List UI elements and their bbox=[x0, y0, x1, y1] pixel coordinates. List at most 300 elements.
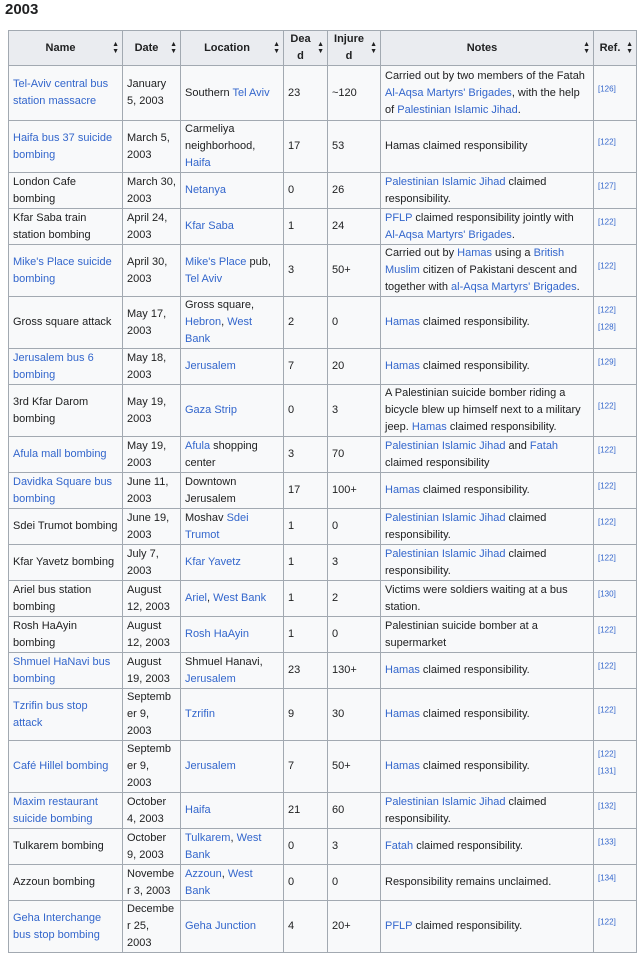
cell-location bbox=[181, 617, 284, 653]
cell-location bbox=[181, 473, 284, 509]
cell-name bbox=[9, 209, 123, 245]
cell-text: claimed responsibility. bbox=[419, 708, 530, 720]
reference-link[interactable]: [122] bbox=[598, 445, 616, 455]
wiki-link[interactable]: Hamas bbox=[411, 421, 447, 433]
wiki-link[interactable]: Tzrifin bbox=[185, 708, 215, 720]
cell-injured: 3 bbox=[328, 385, 381, 437]
cell-name bbox=[9, 66, 123, 121]
cell-notes bbox=[381, 509, 594, 545]
reference-link[interactable]: [122] bbox=[598, 917, 616, 927]
cell-location bbox=[181, 297, 284, 349]
wiki-link[interactable]: Fatah bbox=[529, 439, 559, 452]
cell-text: Carmeliya neighborhood, bbox=[185, 123, 256, 152]
cell-ref bbox=[594, 793, 637, 829]
wiki-link[interactable]: Palestinian Islamic Jihad bbox=[385, 175, 506, 188]
cell-notes bbox=[381, 473, 594, 509]
wiki-link[interactable]: Palestinian Islamic Jihad bbox=[397, 103, 518, 116]
reference-link[interactable]: [122] bbox=[598, 705, 616, 715]
cell-ref bbox=[594, 741, 637, 793]
cell-date: October 4, 2003 bbox=[123, 793, 181, 829]
wiki-link[interactable]: Palestinian Islamic Jihad bbox=[385, 439, 506, 452]
cell-ref bbox=[594, 121, 637, 173]
cell-date: May 17, 2003 bbox=[123, 297, 181, 349]
cell-dead: 9 bbox=[284, 689, 328, 741]
wiki-link[interactable]: Palestinian Islamic Jihad bbox=[385, 795, 506, 808]
cell-text: Rosh HaAyin bombing bbox=[13, 619, 77, 649]
wiki-link[interactable]: Hamas bbox=[385, 664, 420, 676]
cell-ref bbox=[594, 245, 637, 297]
cell-dead: 7 bbox=[284, 349, 328, 385]
cell-notes bbox=[381, 829, 594, 865]
cell-text: claimed responsibility. bbox=[385, 547, 547, 577]
cell-ref bbox=[594, 473, 637, 509]
cell-name bbox=[9, 653, 123, 689]
wiki-link[interactable]: Azzoun bbox=[185, 867, 222, 880]
cell-text: , bbox=[221, 867, 228, 880]
cell-text: London Cafe bombing bbox=[13, 175, 76, 205]
cell-location bbox=[181, 209, 284, 245]
cell-injured: 20+ bbox=[328, 901, 381, 953]
cell-location bbox=[181, 793, 284, 829]
reference-link[interactable]: [129] bbox=[598, 357, 616, 367]
cell-dead: 17 bbox=[284, 121, 328, 173]
cell-dead: 0 bbox=[284, 173, 328, 209]
table-row bbox=[9, 121, 637, 173]
cell-ref bbox=[594, 173, 637, 209]
reference-link[interactable]: [122] bbox=[598, 517, 616, 527]
cell-dead: 0 bbox=[284, 385, 328, 437]
reference-link[interactable]: [122] bbox=[598, 217, 616, 227]
cell-date: March 5, 2003 bbox=[123, 121, 181, 173]
column-header-injured[interactable]: Injured ▲ ▼ bbox=[328, 31, 381, 66]
cell-date: December 25, 2003 bbox=[123, 901, 181, 953]
cell-location bbox=[181, 245, 284, 297]
table-row bbox=[9, 829, 637, 865]
cell-location bbox=[181, 66, 284, 121]
cell-location bbox=[181, 581, 284, 617]
cell-injured: 20 bbox=[328, 349, 381, 385]
cell-name bbox=[9, 689, 123, 741]
cell-location bbox=[181, 865, 284, 901]
wiki-link[interactable]: Jerusalem bbox=[185, 760, 236, 772]
attacks-table bbox=[8, 30, 637, 953]
sort-updown-icon[interactable]: ▲ ▼ bbox=[626, 41, 633, 55]
cell-dead: 23 bbox=[284, 66, 328, 121]
cell-injured: 53 bbox=[328, 121, 381, 173]
wiki-link[interactable]: Netanya bbox=[185, 184, 226, 196]
cell-text: Gross square attack bbox=[13, 316, 112, 328]
cell-date: April 30, 2003 bbox=[123, 245, 181, 297]
cell-notes bbox=[381, 245, 594, 297]
cell-text: Carried out by two members of the Fatah bbox=[385, 69, 585, 82]
wiki-link[interactable]: Gaza Strip bbox=[185, 404, 237, 416]
wiki-link[interactable]: Kfar Yavetz bbox=[185, 556, 241, 568]
wiki-link[interactable]: Afula mall bombing bbox=[13, 448, 107, 460]
wiki-link[interactable]: Palestinian Islamic Jihad bbox=[385, 511, 506, 524]
cell-injured: 26 bbox=[328, 173, 381, 209]
table-row bbox=[9, 617, 637, 653]
cell-date: March 30, 2003 bbox=[123, 173, 181, 209]
cell-notes bbox=[381, 581, 594, 617]
column-header-location[interactable]: Location ▲ ▼ bbox=[181, 31, 284, 66]
cell-dead: 3 bbox=[284, 245, 328, 297]
reference-link[interactable]: [122] bbox=[598, 553, 616, 563]
reference-link[interactable]: [126] bbox=[598, 83, 616, 93]
cell-injured: 24 bbox=[328, 209, 381, 245]
cell-text: Sdei Trumot bombing bbox=[13, 520, 118, 532]
table-row bbox=[9, 653, 637, 689]
cell-ref bbox=[594, 689, 637, 741]
reference-link[interactable]: [132] bbox=[598, 801, 616, 811]
cell-text: Ariel bus station bombing bbox=[13, 583, 92, 613]
wiki-link[interactable]: Kfar Saba bbox=[185, 220, 234, 232]
wiki-link[interactable]: Tel-Aviv central bus station massacre bbox=[13, 78, 109, 107]
cell-text: . bbox=[576, 281, 580, 293]
cell-ref bbox=[594, 901, 637, 953]
sort-updown-icon[interactable]: ▲ ▼ bbox=[583, 41, 590, 55]
wiki-link[interactable]: British Muslim bbox=[385, 247, 565, 276]
cell-text: Hamas claimed responsibility bbox=[385, 140, 528, 152]
cell-dead: 0 bbox=[284, 865, 328, 901]
cell-text: claimed responsibility. bbox=[419, 484, 530, 496]
cell-text: Downtown Jerusalem bbox=[185, 475, 237, 505]
reference-link[interactable]: [122] bbox=[598, 625, 616, 635]
cell-name bbox=[9, 297, 123, 349]
wiki-link[interactable]: Mike's Place bbox=[185, 255, 247, 268]
wiki-link[interactable]: Geha Junction bbox=[185, 920, 256, 932]
wiki-link[interactable]: West Bank bbox=[213, 592, 267, 604]
cell-injured: 2 bbox=[328, 581, 381, 617]
wiki-link[interactable]: West Bank bbox=[185, 831, 262, 861]
cell-dead: 23 bbox=[284, 653, 328, 689]
wiki-link[interactable]: Haifa bbox=[185, 157, 211, 169]
cell-ref bbox=[594, 653, 637, 689]
cell-dead: 21 bbox=[284, 793, 328, 829]
cell-dead: 1 bbox=[284, 509, 328, 545]
reference-link[interactable]: [130] bbox=[598, 589, 616, 599]
cell-ref bbox=[594, 349, 637, 385]
wiki-link[interactable]: Maxim restaurant suicide bombing bbox=[13, 795, 98, 825]
cell-injured: 60 bbox=[328, 793, 381, 829]
cell-notes bbox=[381, 437, 594, 473]
cell-location bbox=[181, 437, 284, 473]
cell-text: Victims were soldiers waiting at a bus station. bbox=[385, 583, 568, 613]
wiki-link[interactable]: Hamas bbox=[457, 247, 492, 259]
wiki-link[interactable]: Afula bbox=[185, 439, 211, 452]
cell-injured: 0 bbox=[328, 617, 381, 653]
table-row bbox=[9, 545, 637, 581]
cell-text: claimed responsibility. bbox=[419, 664, 530, 676]
cell-text: claimed responsibility. bbox=[419, 316, 530, 328]
cell-date: September 9, 2003 bbox=[123, 741, 181, 793]
wiki-link[interactable]: Shmuel HaNavi bus bombing bbox=[13, 655, 111, 685]
cell-injured: ~120 bbox=[328, 66, 381, 121]
cell-dead: 7 bbox=[284, 741, 328, 793]
wiki-link[interactable]: Hamas bbox=[385, 316, 420, 328]
cell-text: 3rd Kfar Darom bombing bbox=[13, 395, 89, 425]
wiki-link[interactable]: PFLP bbox=[385, 920, 413, 932]
cell-date: June 19, 2003 bbox=[123, 509, 181, 545]
cell-notes bbox=[381, 545, 594, 581]
table-row bbox=[9, 901, 637, 953]
cell-injured: 100+ bbox=[328, 473, 381, 509]
cell-notes bbox=[381, 689, 594, 741]
wiki-link[interactable]: Sdei Trumot bbox=[185, 511, 249, 541]
cell-name bbox=[9, 901, 123, 953]
cell-text: claimed responsibility. bbox=[413, 840, 523, 852]
cell-text: Shmuel Hanavi, bbox=[185, 655, 263, 668]
cell-date: April 24, 2003 bbox=[123, 209, 181, 245]
column-header-date[interactable]: Date ▲ ▼ bbox=[123, 31, 181, 66]
table-row bbox=[9, 385, 637, 437]
cell-text: claimed responsibility. bbox=[385, 175, 547, 205]
table-row bbox=[9, 349, 637, 385]
cell-dead: 1 bbox=[284, 545, 328, 581]
column-header-dead[interactable]: Dead ▲ ▼ bbox=[284, 31, 328, 66]
table-row bbox=[9, 793, 637, 829]
cell-date: May 18, 2003 bbox=[123, 349, 181, 385]
cell-text: . bbox=[511, 228, 515, 241]
cell-name bbox=[9, 793, 123, 829]
cell-date: August 12, 2003 bbox=[123, 581, 181, 617]
cell-name bbox=[9, 121, 123, 173]
reference-link[interactable]: [122] bbox=[598, 261, 616, 271]
cell-text: Tulkarem bombing bbox=[13, 840, 104, 852]
cell-ref bbox=[594, 581, 637, 617]
wiki-link[interactable]: Tel Aviv bbox=[232, 86, 270, 99]
wiki-link[interactable]: Davidka Square bus bombing bbox=[13, 475, 113, 505]
table-row bbox=[9, 66, 637, 121]
wiki-link[interactable]: Tel Aviv bbox=[185, 272, 223, 285]
cell-text: claimed responsibility bbox=[385, 456, 490, 469]
wiki-link[interactable]: Jerusalem bbox=[185, 672, 236, 685]
cell-ref bbox=[594, 829, 637, 865]
wiki-link[interactable]: Haifa bus 37 suicide bombing bbox=[13, 131, 113, 161]
cell-text: claimed responsibility. bbox=[419, 760, 530, 772]
cell-notes bbox=[381, 349, 594, 385]
cell-text: Gross square, bbox=[185, 299, 255, 311]
cell-date: June 11, 2003 bbox=[123, 473, 181, 509]
wiki-link[interactable]: Hamas bbox=[385, 760, 420, 772]
reference-link[interactable]: [122][128] bbox=[598, 304, 616, 331]
cell-location bbox=[181, 901, 284, 953]
cell-injured: 3 bbox=[328, 545, 381, 581]
cell-date: May 19, 2003 bbox=[123, 437, 181, 473]
cell-notes bbox=[381, 865, 594, 901]
header-row bbox=[9, 31, 637, 66]
cell-name bbox=[9, 349, 123, 385]
table-row bbox=[9, 473, 637, 509]
cell-text: Southern bbox=[185, 86, 233, 99]
cell-ref bbox=[594, 66, 637, 121]
cell-date: May 19, 2003 bbox=[123, 385, 181, 437]
cell-dead: 4 bbox=[284, 901, 328, 953]
cell-notes bbox=[381, 297, 594, 349]
cell-text: Palestinian suicide bomber at a supermarket bbox=[385, 619, 538, 649]
cell-text: , bbox=[230, 831, 237, 844]
cell-injured: 50+ bbox=[328, 245, 381, 297]
reference-link[interactable]: [127] bbox=[598, 181, 616, 191]
table-row bbox=[9, 297, 637, 349]
cell-text: , bbox=[207, 592, 214, 604]
cell-text: citizen of Pakistani descent and together with bbox=[385, 264, 577, 293]
table-row bbox=[9, 245, 637, 297]
wiki-link[interactable]: Tulkarem bbox=[185, 831, 231, 844]
cell-injured: 3 bbox=[328, 829, 381, 865]
sort-updown-icon[interactable]: ▲ ▼ bbox=[370, 41, 377, 55]
wiki-link[interactable]: Al-Aqsa Martyrs' Brigades bbox=[385, 228, 512, 241]
cell-notes bbox=[381, 793, 594, 829]
cell-date: January 5, 2003 bbox=[123, 66, 181, 121]
table-row bbox=[9, 173, 637, 209]
wiki-link[interactable]: Palestinian Islamic Jihad bbox=[385, 547, 506, 560]
cell-dead: 0 bbox=[284, 829, 328, 865]
reference-link[interactable]: [122] bbox=[598, 137, 616, 147]
cell-text: and bbox=[505, 439, 530, 452]
wiki-link[interactable]: Café Hillel bombing bbox=[13, 760, 109, 772]
cell-text: claimed responsibility jointly with bbox=[412, 211, 574, 224]
wiki-link[interactable]: Hamas bbox=[385, 484, 420, 496]
cell-date: July 7, 2003 bbox=[123, 545, 181, 581]
reference-link[interactable]: [133] bbox=[598, 837, 616, 847]
cell-location bbox=[181, 829, 284, 865]
cell-location bbox=[181, 653, 284, 689]
sort-updown-icon[interactable]: ▲ ▼ bbox=[170, 41, 177, 55]
cell-name bbox=[9, 545, 123, 581]
wiki-link[interactable]: Al-Aqsa Martyrs' Brigades bbox=[385, 86, 512, 99]
cell-text: using a bbox=[492, 247, 534, 259]
cell-text: claimed responsibility. bbox=[412, 920, 523, 932]
wiki-link[interactable]: Rosh HaAyin bbox=[185, 628, 249, 640]
cell-injured: 130+ bbox=[328, 653, 381, 689]
cell-notes bbox=[381, 385, 594, 437]
column-header-ref[interactable]: Ref. ▲ ▼ bbox=[594, 31, 637, 66]
wiki-link[interactable]: Hamas bbox=[385, 708, 420, 720]
cell-dead: 1 bbox=[284, 617, 328, 653]
sort-updown-icon[interactable]: ▲ ▼ bbox=[273, 41, 280, 55]
cell-notes bbox=[381, 173, 594, 209]
cell-ref bbox=[594, 865, 637, 901]
cell-notes bbox=[381, 121, 594, 173]
wiki-link[interactable]: Mike's Place suicide bombing bbox=[13, 255, 112, 285]
table-row bbox=[9, 209, 637, 245]
cell-text: . bbox=[517, 103, 521, 116]
cell-name bbox=[9, 437, 123, 473]
cell-injured: 70 bbox=[328, 437, 381, 473]
cell-name bbox=[9, 509, 123, 545]
cell-ref bbox=[594, 545, 637, 581]
table-row bbox=[9, 689, 637, 741]
wiki-link[interactable]: Hebron bbox=[185, 316, 222, 328]
cell-text: shopping center bbox=[185, 439, 258, 469]
cell-location bbox=[181, 121, 284, 173]
cell-notes bbox=[381, 901, 594, 953]
cell-location bbox=[181, 509, 284, 545]
wiki-link[interactable]: Haifa bbox=[185, 804, 211, 816]
cell-ref bbox=[594, 617, 637, 653]
cell-ref bbox=[594, 297, 637, 349]
section-title: 2003 bbox=[5, 1, 39, 18]
wiki-link[interactable]: Tzrifin bus stop attack bbox=[13, 699, 88, 729]
reference-link[interactable]: [134] bbox=[598, 873, 616, 883]
cell-date: November 3, 2003 bbox=[123, 865, 181, 901]
cell-injured: 0 bbox=[328, 509, 381, 545]
cell-location bbox=[181, 741, 284, 793]
cell-injured: 0 bbox=[328, 865, 381, 901]
cell-date: September 9, 2003 bbox=[123, 689, 181, 741]
cell-dead: 1 bbox=[284, 209, 328, 245]
cell-notes bbox=[381, 66, 594, 121]
cell-dead: 2 bbox=[284, 297, 328, 349]
cell-text: , bbox=[221, 316, 228, 328]
sort-updown-icon[interactable]: ▲ ▼ bbox=[112, 41, 119, 55]
cell-location bbox=[181, 173, 284, 209]
wiki-link[interactable]: Jerusalem bus 6 bombing bbox=[13, 351, 94, 381]
wiki-link[interactable]: PFLP bbox=[385, 211, 413, 224]
cell-name bbox=[9, 741, 123, 793]
cell-location bbox=[181, 689, 284, 741]
reference-link[interactable]: [122][131] bbox=[598, 748, 616, 775]
table-row bbox=[9, 437, 637, 473]
cell-text: Moshav bbox=[185, 511, 227, 524]
cell-text: , with the help of bbox=[385, 86, 580, 116]
table-row bbox=[9, 509, 637, 545]
cell-location bbox=[181, 349, 284, 385]
cell-name bbox=[9, 617, 123, 653]
wiki-link[interactable]: Geha Interchange bus stop bombing bbox=[13, 911, 102, 941]
wiki-link[interactable]: Hamas bbox=[385, 360, 420, 372]
wiki-link[interactable]: al-Aqsa Martyrs' Brigades bbox=[451, 281, 577, 293]
column-header-name[interactable]: Name ▲ ▼ bbox=[9, 31, 123, 66]
reference-link[interactable]: [122] bbox=[598, 661, 616, 671]
wiki-link[interactable]: Fatah bbox=[385, 840, 414, 852]
cell-notes bbox=[381, 653, 594, 689]
wiki-link[interactable]: West Bank bbox=[185, 867, 253, 897]
cell-name bbox=[9, 173, 123, 209]
cell-notes bbox=[381, 617, 594, 653]
cell-text: Kfar Yavetz bombing bbox=[13, 556, 115, 568]
cell-date: August 19, 2003 bbox=[123, 653, 181, 689]
cell-date: August 12, 2003 bbox=[123, 617, 181, 653]
wiki-link[interactable]: Jerusalem bbox=[185, 360, 236, 372]
sort-updown-icon[interactable]: ▲ ▼ bbox=[317, 41, 324, 55]
column-header-notes[interactable]: Notes ▲ ▼ bbox=[381, 31, 594, 66]
cell-text: Carried out by bbox=[385, 247, 458, 259]
reference-link[interactable]: [122] bbox=[598, 401, 616, 411]
cell-name bbox=[9, 473, 123, 509]
cell-dead: 17 bbox=[284, 473, 328, 509]
cell-ref bbox=[594, 437, 637, 473]
cell-text: A Palestinian suicide bomber riding a bicycle blew up himself next to a military jeep. bbox=[385, 387, 581, 433]
cell-injured: 30 bbox=[328, 689, 381, 741]
wiki-link[interactable]: West Bank bbox=[185, 316, 253, 345]
cell-text: claimed responsibility. bbox=[385, 795, 547, 825]
cell-name bbox=[9, 581, 123, 617]
cell-ref bbox=[594, 209, 637, 245]
cell-text: claimed responsibility. bbox=[446, 421, 557, 433]
cell-name bbox=[9, 385, 123, 437]
cell-ref bbox=[594, 509, 637, 545]
cell-text: Responsibility remains unclaimed. bbox=[385, 876, 552, 888]
table-row bbox=[9, 865, 637, 901]
reference-link[interactable]: [122] bbox=[598, 481, 616, 491]
cell-text: claimed responsibility. bbox=[419, 360, 530, 372]
cell-text: claimed responsibility. bbox=[385, 511, 547, 541]
cell-notes bbox=[381, 741, 594, 793]
wiki-link[interactable]: Ariel bbox=[185, 592, 208, 604]
cell-injured: 0 bbox=[328, 297, 381, 349]
cell-injured: 50+ bbox=[328, 741, 381, 793]
